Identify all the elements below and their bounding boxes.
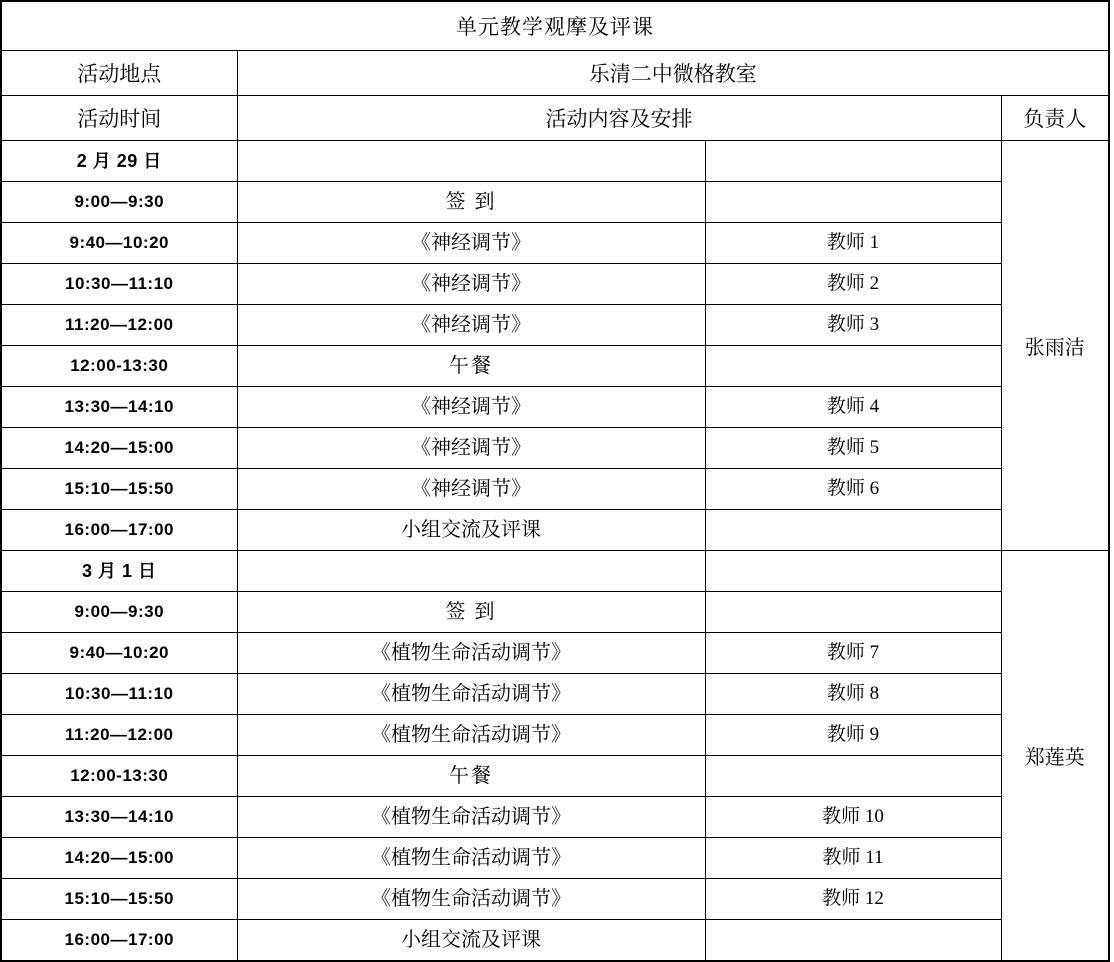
row-content: 《神经调节》 <box>237 223 705 264</box>
table-row <box>1 838 1109 879</box>
row-time: 3 月 1 日 <box>1 551 237 592</box>
row-content: 《神经调节》 <box>237 305 705 346</box>
table-row <box>1 264 1109 305</box>
row-time: 15:10—15:50 <box>1 879 237 920</box>
table-row <box>1 797 1109 838</box>
row-content: 午餐 <box>237 756 705 797</box>
table-row <box>1 715 1109 756</box>
row-time: 10:30—11:10 <box>1 264 237 305</box>
table-row <box>1 510 1109 551</box>
row-content: 签 到 <box>237 182 705 223</box>
row-time: 9:40—10:20 <box>1 223 237 264</box>
location-row <box>1 51 1109 96</box>
row-teacher: 教师 8 <box>705 674 1001 715</box>
row-time: 12:00-13:30 <box>1 756 237 797</box>
table-row <box>1 879 1109 920</box>
row-teacher <box>705 182 1001 223</box>
row-content: 签 到 <box>237 592 705 633</box>
row-teacher <box>705 346 1001 387</box>
table-row <box>1 756 1109 797</box>
table-row <box>1 469 1109 510</box>
row-teacher <box>705 141 1001 182</box>
header-row <box>1 96 1109 141</box>
row-time: 9:40—10:20 <box>1 633 237 674</box>
row-content: 午餐 <box>237 346 705 387</box>
row-content: 《神经调节》 <box>237 264 705 305</box>
title-row <box>1 1 1109 51</box>
row-content: 《植物生命活动调节》 <box>237 797 705 838</box>
row-teacher: 教师 6 <box>705 469 1001 510</box>
row-content: 《植物生命活动调节》 <box>237 715 705 756</box>
table-row <box>1 920 1109 962</box>
location-label: 活动地点 <box>1 51 237 96</box>
row-teacher: 教师 3 <box>705 305 1001 346</box>
row-time: 14:20—15:00 <box>1 838 237 879</box>
row-teacher <box>705 592 1001 633</box>
row-time: 15:10—15:50 <box>1 469 237 510</box>
row-teacher: 教师 7 <box>705 633 1001 674</box>
row-teacher: 教师 2 <box>705 264 1001 305</box>
header-content: 活动内容及安排 <box>237 96 1001 141</box>
header-time: 活动时间 <box>1 96 237 141</box>
row-teacher <box>705 756 1001 797</box>
row-teacher <box>705 920 1001 962</box>
row-content: 《植物生命活动调节》 <box>237 633 705 674</box>
table-row <box>1 346 1109 387</box>
table-row <box>1 141 1109 182</box>
row-time: 11:20—12:00 <box>1 305 237 346</box>
row-time: 10:30—11:10 <box>1 674 237 715</box>
row-teacher: 教师 9 <box>705 715 1001 756</box>
row-owner: 张雨洁 <box>1001 141 1109 551</box>
table-row <box>1 428 1109 469</box>
row-content <box>237 551 705 592</box>
row-time: 9:00—9:30 <box>1 182 237 223</box>
row-time: 13:30—14:10 <box>1 387 237 428</box>
row-content: 《植物生命活动调节》 <box>237 879 705 920</box>
row-content: 《神经调节》 <box>237 428 705 469</box>
row-time: 9:00—9:30 <box>1 592 237 633</box>
table-row <box>1 592 1109 633</box>
row-teacher: 教师 1 <box>705 223 1001 264</box>
table-row <box>1 674 1109 715</box>
row-teacher: 教师 5 <box>705 428 1001 469</box>
header-owner: 负责人 <box>1001 96 1109 141</box>
row-time: 12:00-13:30 <box>1 346 237 387</box>
row-teacher: 教师 12 <box>705 879 1001 920</box>
row-content: 小组交流及评课 <box>237 920 705 962</box>
row-teacher: 教师 4 <box>705 387 1001 428</box>
row-teacher: 教师 10 <box>705 797 1001 838</box>
row-time: 11:20—12:00 <box>1 715 237 756</box>
row-time: 14:20—15:00 <box>1 428 237 469</box>
row-content: 小组交流及评课 <box>237 510 705 551</box>
row-time: 2 月 29 日 <box>1 141 237 182</box>
row-content <box>237 141 705 182</box>
row-content: 《神经调节》 <box>237 469 705 510</box>
location-value: 乐清二中微格教室 <box>237 51 1109 96</box>
row-owner: 郑莲英 <box>1001 551 1109 962</box>
row-time: 16:00—17:00 <box>1 920 237 962</box>
document-title: 单元教学观摩及评课 <box>1 1 1109 51</box>
row-content: 《神经调节》 <box>237 387 705 428</box>
row-content: 《植物生命活动调节》 <box>237 838 705 879</box>
row-time: 16:00—17:00 <box>1 510 237 551</box>
table-row <box>1 633 1109 674</box>
table-row <box>1 223 1109 264</box>
table-row <box>1 387 1109 428</box>
row-teacher <box>705 510 1001 551</box>
row-time: 13:30—14:10 <box>1 797 237 838</box>
table-row <box>1 305 1109 346</box>
row-teacher: 教师 11 <box>705 838 1001 879</box>
row-teacher <box>705 551 1001 592</box>
row-content: 《植物生命活动调节》 <box>237 674 705 715</box>
table-row <box>1 551 1109 592</box>
table-row <box>1 182 1109 223</box>
